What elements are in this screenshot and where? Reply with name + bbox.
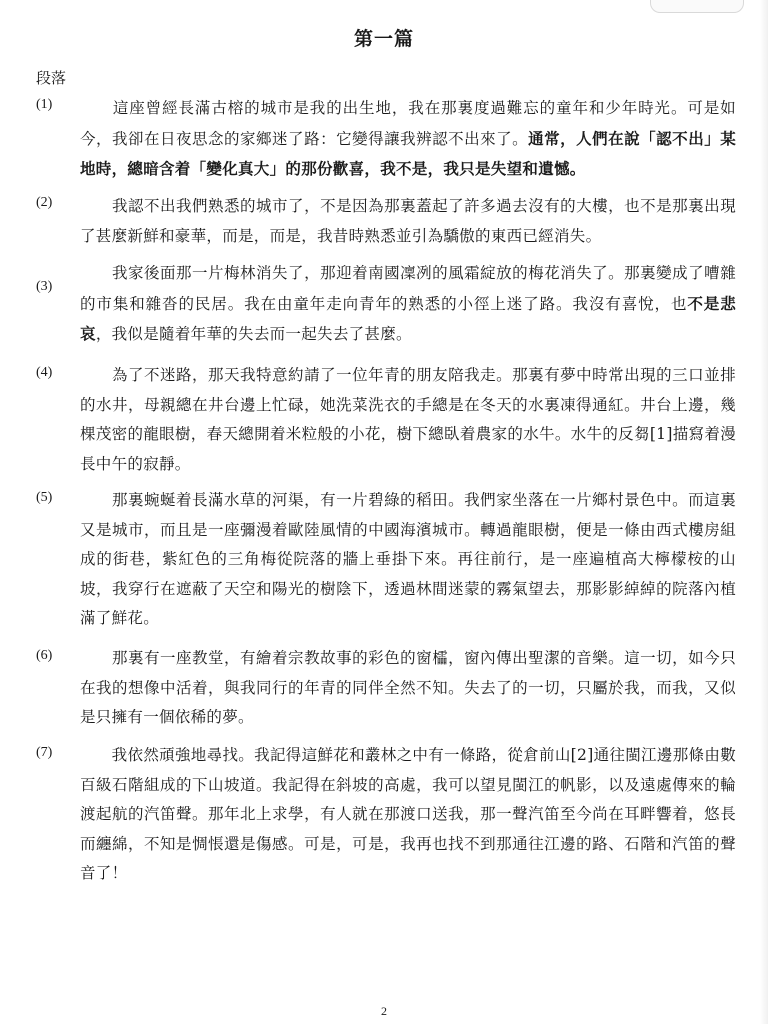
text-segment: ，我似是隨着年華的失去而一起失去了甚麼。 <box>95 325 412 343</box>
paragraph-number: (1) <box>36 97 53 112</box>
paragraph-1 <box>36 94 736 185</box>
paragraph-text <box>80 94 736 185</box>
paragraph-number: (3) <box>36 279 53 294</box>
text-segment: 我家後面那一片梅林消失了，那迎着南國凜冽的風霜綻放的梅花消失了。那裏變成了嘈雜的市集和雜沓的民居。我在由童年走向青年的熟悉的小徑上迷了路。我沒有喜悅，也 <box>80 264 736 313</box>
text-segment: 我認不出我們熟悉的城市了，不是因為那裏蓋起了許多過去沒有的大樓，也不是那裏出現了甚麼新鮮和豪華，而是，而是，我昔時熟悉並引為驕傲的東西已經消失。 <box>80 197 736 245</box>
paragraph-7 <box>36 741 736 889</box>
emphasis-segment: 不是悲哀 <box>80 293 736 343</box>
paragraph-text <box>80 192 736 251</box>
paragraph-number: (4) <box>36 365 53 380</box>
paragraph-text <box>80 259 736 350</box>
text-segment: 那裏有一座教堂，有繪着宗教故事的彩色的窗櫺，窗內傳出聖潔的音樂。這一切，如今只在我的想像中活着，與我同行的年青的同伴全然不知。失去了的一切，只屬於我，而我，又似是只擁有一個依稀的夢。 <box>80 649 736 726</box>
paragraph-number: (5) <box>36 490 53 505</box>
paragraph-6 <box>36 644 736 733</box>
text-segment: 這座曾經長滿古榕的城市是我的出生地，我在那裏度過難忘的童年和少年時光。可是如今，我卻在日夜思念的家鄉迷了路：它變得讓我辨認不出來了。 <box>80 99 736 148</box>
paragraph-text <box>80 361 736 479</box>
emphasis-segment: 通常，人們在說「認不出」某地時，總暗含着「變化真大」的那份歡喜，我不是，我只是失望和遺憾。 <box>80 128 736 178</box>
section-label: 段落 <box>36 69 67 87</box>
paragraph-number: (6) <box>36 648 53 663</box>
text-segment: 那裏蜿蜒着長滿水草的河渠，有一片碧綠的稻田。我們家坐落在一片鄉村景色中。而這裏又是城市，而且是一座彌漫着歐陸風情的中國海濱城市。轉過龍眼樹，便是一條由西式樓房組成的街巷，紫紅色的三角梅從院落的牆上垂掛下來。再往前行，是一座遍植高大檸檬桉的山坡，我穿行在遮蔽了天空和陽光的樹陰下，透過林間迷蒙的霧氣望去，那影影綽綽的院落內植滿了鮮花。 <box>80 491 736 627</box>
paragraph-text <box>80 644 736 733</box>
paragraph-2 <box>36 192 736 251</box>
text-segment: 我依然頑強地尋找。我記得這鮮花和叢林之中有一條路，從倉前山[2]通往閩江邊那條由數百級石階組成的下山坡道。我記得在斜坡的高處，我可以望見閩江的帆影，以及遠處傳來的輪渡起航的汽笛聲。那年北上求學，有人就在那渡口送我，那一聲汽笛至今尚在耳畔響着，悠長而纏綿，不知是惆悵還是傷感。可是，可是，我再也找不到那通往江邊的路、石階和汽笛的聲音了！ <box>80 746 736 882</box>
paragraph-3 <box>36 259 736 350</box>
page-corner-tab <box>650 0 744 13</box>
paragraph-number: (2) <box>36 195 53 210</box>
paragraph-text <box>80 486 736 634</box>
paragraph-5 <box>36 486 736 634</box>
page-title: 第一篇 <box>353 28 414 50</box>
page-number: 2 <box>381 1004 387 1018</box>
paragraph-number: (7) <box>36 745 53 760</box>
paragraph-text <box>80 741 736 889</box>
page-edge <box>760 0 768 1024</box>
paragraph-4 <box>36 361 736 479</box>
text-segment: 為了不迷路，那天我特意約請了一位年青的朋友陪我走。那裏有夢中時常出現的三口並排的水井，母親總在井台邊上忙碌，她洗菜洗衣的手總是在冬天的水裏凍得通紅。井台上邊，幾棵茂密的龍眼樹，春天總開着米粒般的小花，樹下總臥着農家的水牛。水牛的反芻[1]描寫着漫長中午的寂靜。 <box>80 366 736 473</box>
